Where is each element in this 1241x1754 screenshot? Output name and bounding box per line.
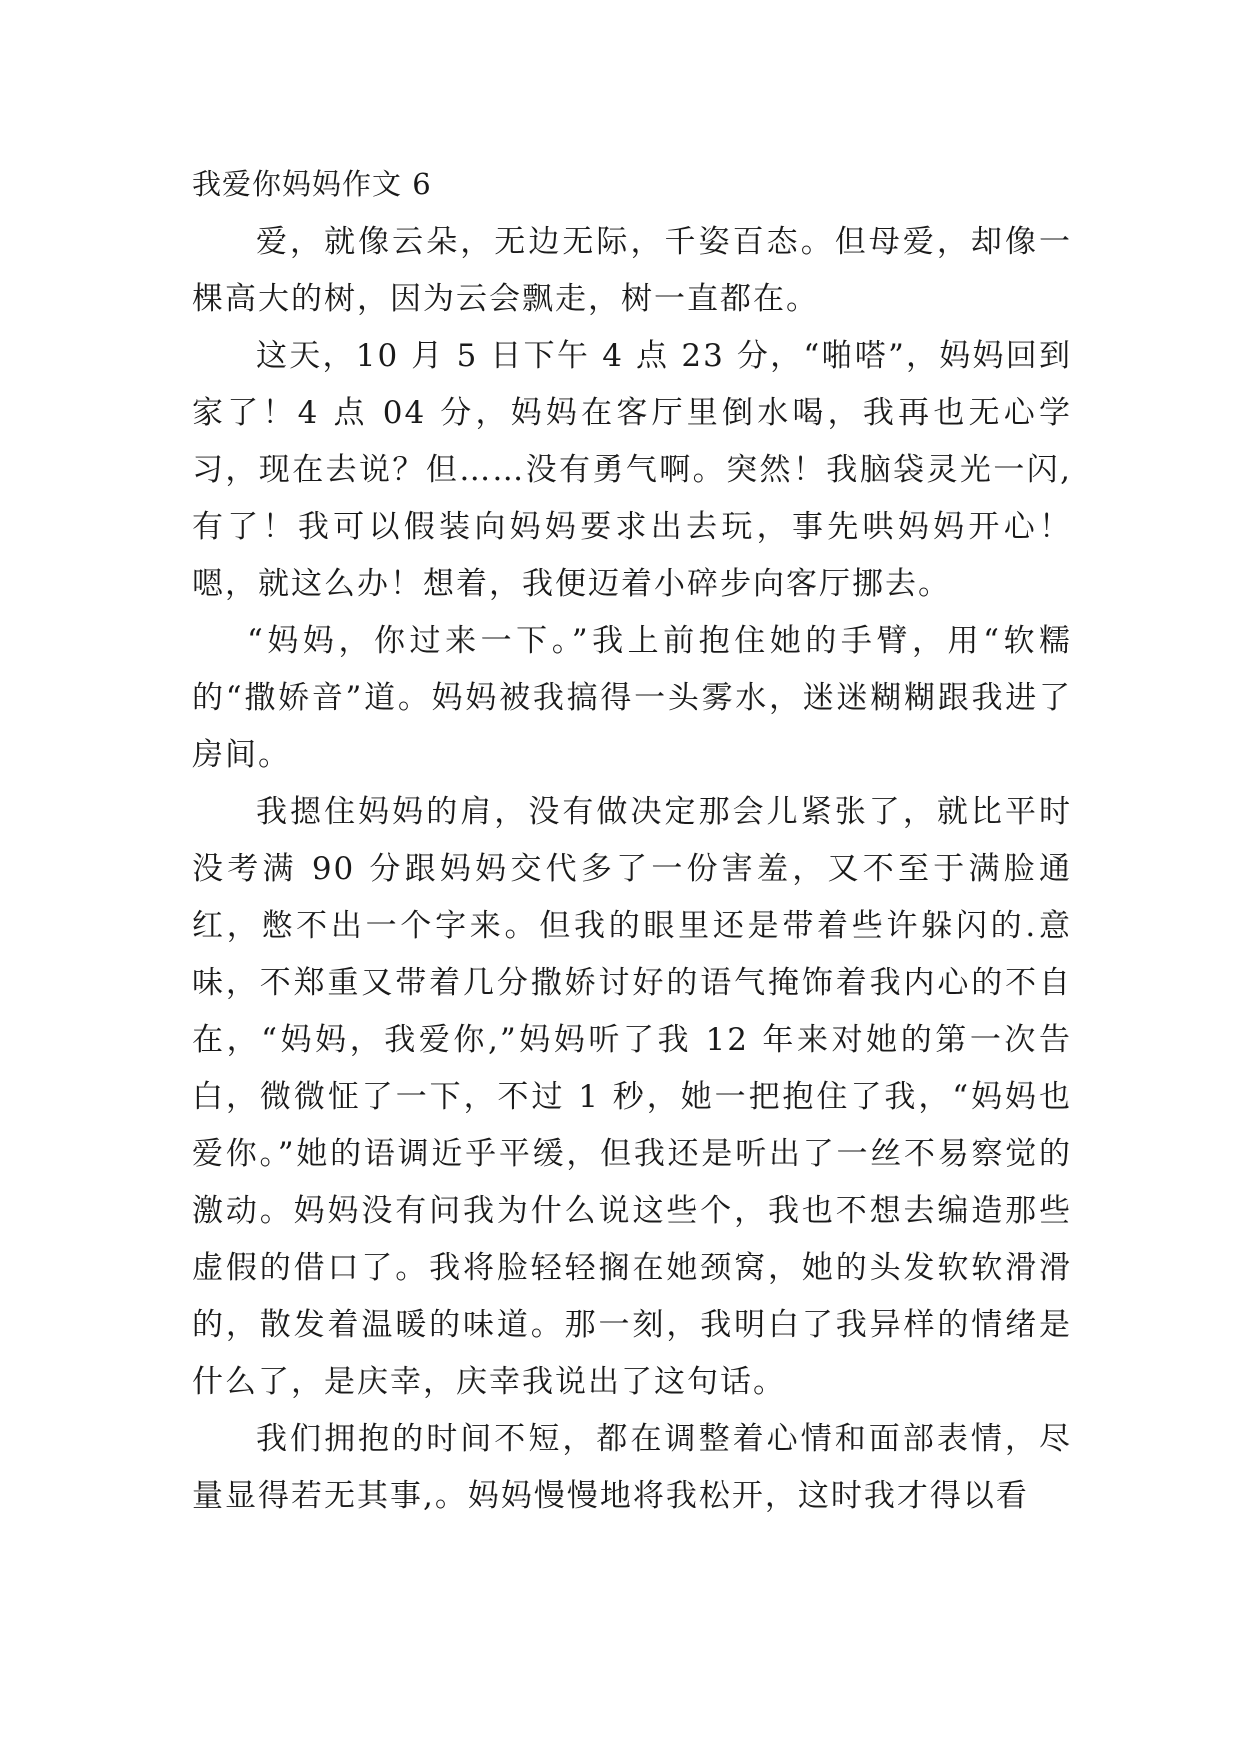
document-body	[192, 160, 1072, 1525]
essay-title: 我爱你妈妈作文 6	[192, 167, 432, 201]
paragraph-4: 我摁住妈妈的肩，没有做决定那会儿紧张了，就比平时没考满 90 分跟妈妈交代多了一份害羞，又不至于满脸通红，憋不出一个字来。但我的眼里还是带着些许躲闪的.意味，不郑重又带着几分撒娇讨好的语气掩饰着我内心的不自在，“妈妈，我爱你,”妈妈听了我 12 年来对她的第一次告白，微微怔了一下，不过 1 秒，她一把抱住了我，“妈妈也爱你。”她的语调近乎平缓，但我还是听出了一丝不易察觉的激动。妈妈没有问我为什么说这些个，我也不想去编造那些虚假的借口了。我将脸轻轻搁在她颈窝，她的头发软软滑滑的，散发着温暖的味道。那一刻，我明白了我异样的情绪是什么了，是庆幸，庆幸我说出了这句话。	[192, 794, 1072, 1400]
paragraph-1: 爱，就像云朵，无边无际，千姿百态。但母爱，却像一棵高大的树，因为云会飘走，树一直都在。	[192, 224, 1072, 317]
paragraph-2: 这天，10 月 5 日下午 4 点 23 分，“啪嗒”，妈妈回到家了！4 点 04 分，妈妈在客厅里倒水喝，我再也无心学习，现在去说？但……没有勇气啊。突然！我脑袋灵光一闪,有了！我可以假装向妈妈要求出去玩，事先哄妈妈开心！嗯，就这么办！想着，我便迈着小碎步向客厅挪去。	[192, 338, 1072, 602]
paragraph-5: 我们拥抱的时间不短，都在调整着心情和面部表情，尽量显得若无其事,。妈妈慢慢地将我松开，这时我才得以看	[192, 1421, 1072, 1514]
paragraph-3: “妈妈，你过来一下。”我上前抱住她的手臂，用“软糯的“撒娇音”道。妈妈被我搞得一头雾水，迷迷糊糊跟我进了房间。	[192, 623, 1072, 773]
